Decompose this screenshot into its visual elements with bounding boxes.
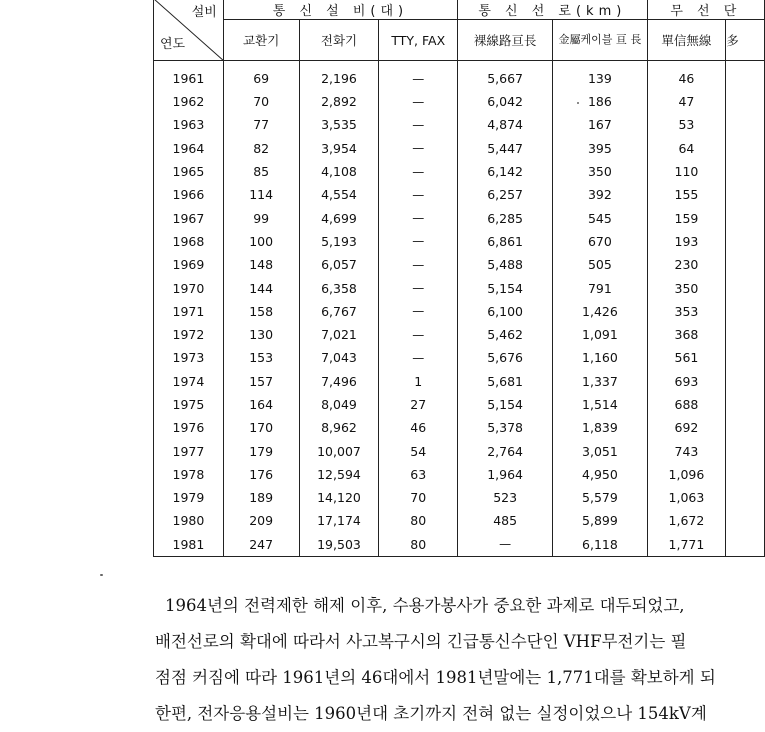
- cell-simplex-radio: 230: [647, 253, 726, 276]
- cell-multiplex: [726, 439, 765, 462]
- table-row: [154, 61, 765, 91]
- cell-simplex-radio: 350: [647, 276, 726, 299]
- cell-telephone: 4,699: [299, 206, 379, 229]
- cell-switchboard: 209: [223, 509, 299, 532]
- cell-switchboard: 85: [223, 160, 299, 183]
- cell-tty-fax: 70: [379, 486, 458, 509]
- cell-metal-cable-length: 5,579: [553, 486, 647, 509]
- table-body: [154, 61, 765, 557]
- cell-simplex-radio: 46: [647, 61, 726, 91]
- table-row: [154, 323, 765, 346]
- cell-bare-line-length: 6,042: [458, 90, 553, 113]
- cell-year: 1974: [154, 370, 224, 393]
- cell-multiplex: [726, 61, 765, 91]
- cell-simplex-radio: 368: [647, 323, 726, 346]
- cell-year: 1973: [154, 346, 224, 369]
- table-row: [154, 183, 765, 206]
- cell-switchboard: 176: [223, 463, 299, 486]
- table-row: [154, 160, 765, 183]
- cell-tty-fax: 27: [379, 393, 458, 416]
- cell-switchboard: 157: [223, 370, 299, 393]
- scan-speck: [100, 574, 103, 576]
- cell-year: 1972: [154, 323, 224, 346]
- cell-switchboard: 70: [223, 90, 299, 113]
- cell-bare-line-length: 5,488: [458, 253, 553, 276]
- statistics-table-container: [153, 0, 765, 557]
- cell-multiplex: [726, 323, 765, 346]
- cell-simplex-radio: 193: [647, 230, 726, 253]
- column-header-multiplex: 多: [726, 20, 765, 61]
- paragraph-line: 점점 커짐에 따라 1961년의 46대에서 1981년말에는 1,771대를 확보하게 되: [155, 668, 716, 687]
- cell-metal-cable-length: 670: [553, 230, 647, 253]
- paragraph-line: 1964년의 전력제한 해제 이후, 수용가봉사가 중요한 과제로 대두되었고,: [165, 596, 685, 615]
- cell-multiplex: [726, 533, 765, 557]
- cell-multiplex: [726, 370, 765, 393]
- cell-multiplex: [726, 393, 765, 416]
- cell-metal-cable-length: 167: [553, 113, 647, 136]
- cell-switchboard: 164: [223, 393, 299, 416]
- column-header-metal-cable-length: 金屬케이블 亘 長: [553, 20, 647, 61]
- group-header-radio: 무 선 단: [647, 0, 764, 20]
- table-row: [154, 416, 765, 439]
- table-row: [154, 463, 765, 486]
- cell-metal-cable-length: 791: [553, 276, 647, 299]
- column-header-tty-fax: TTY, FAX: [379, 20, 458, 61]
- cell-simplex-radio: 693: [647, 370, 726, 393]
- cell-bare-line-length: —: [458, 533, 553, 557]
- cell-simplex-radio: 159: [647, 206, 726, 229]
- cell-tty-fax: 80: [379, 533, 458, 557]
- cell-metal-cable-length: 1,337: [553, 370, 647, 393]
- table-row: [154, 300, 765, 323]
- cell-telephone: 3,535: [299, 113, 379, 136]
- cell-tty-fax: —: [379, 160, 458, 183]
- cell-multiplex: [726, 90, 765, 113]
- cell-multiplex: [726, 137, 765, 160]
- cell-multiplex: [726, 416, 765, 439]
- cell-tty-fax: 80: [379, 509, 458, 532]
- cell-telephone: 7,496: [299, 370, 379, 393]
- table-row: [154, 137, 765, 160]
- cell-tty-fax: —: [379, 90, 458, 113]
- cell-telephone: 4,554: [299, 183, 379, 206]
- cell-switchboard: 153: [223, 346, 299, 369]
- cell-multiplex: [726, 300, 765, 323]
- cell-multiplex: [726, 463, 765, 486]
- cell-bare-line-length: 5,378: [458, 416, 553, 439]
- cell-telephone: 19,503: [299, 533, 379, 557]
- cell-year: 1967: [154, 206, 224, 229]
- cell-year: 1962: [154, 90, 224, 113]
- column-header-switchboard: 교환기: [223, 20, 299, 61]
- cell-switchboard: 158: [223, 300, 299, 323]
- cell-switchboard: 148: [223, 253, 299, 276]
- cell-simplex-radio: 110: [647, 160, 726, 183]
- cell-multiplex: [726, 346, 765, 369]
- cell-switchboard: 179: [223, 439, 299, 462]
- cell-tty-fax: 1: [379, 370, 458, 393]
- cell-telephone: 6,767: [299, 300, 379, 323]
- cell-metal-cable-length: 392: [553, 183, 647, 206]
- cell-tty-fax: —: [379, 253, 458, 276]
- cell-bare-line-length: 5,154: [458, 276, 553, 299]
- cell-metal-cable-length: 5,899: [553, 509, 647, 532]
- corner-label-year: 연도: [160, 37, 186, 52]
- cell-telephone: 6,057: [299, 253, 379, 276]
- cell-tty-fax: —: [379, 61, 458, 91]
- cell-telephone: 2,892: [299, 90, 379, 113]
- body-paragraph: [155, 588, 765, 732]
- cell-switchboard: 69: [223, 61, 299, 91]
- cell-year: 1969: [154, 253, 224, 276]
- cell-multiplex: [726, 509, 765, 532]
- cell-multiplex: [726, 276, 765, 299]
- cell-metal-cable-length: 3,051: [553, 439, 647, 462]
- cell-switchboard: 144: [223, 276, 299, 299]
- cell-simplex-radio: 1,672: [647, 509, 726, 532]
- telecom-statistics-table: [153, 0, 765, 557]
- cell-year: 1979: [154, 486, 224, 509]
- cell-telephone: 7,043: [299, 346, 379, 369]
- cell-simplex-radio: 743: [647, 439, 726, 462]
- cell-tty-fax: —: [379, 137, 458, 160]
- cell-switchboard: 170: [223, 416, 299, 439]
- scan-speck: [577, 102, 579, 104]
- cell-multiplex: [726, 486, 765, 509]
- cell-metal-cable-length: 1,839: [553, 416, 647, 439]
- group-header-row: [154, 0, 765, 20]
- table-row: [154, 276, 765, 299]
- cell-year: 1981: [154, 533, 224, 557]
- cell-switchboard: 130: [223, 323, 299, 346]
- cell-switchboard: 114: [223, 183, 299, 206]
- cell-bare-line-length: 6,861: [458, 230, 553, 253]
- cell-bare-line-length: 5,667: [458, 61, 553, 91]
- cell-bare-line-length: 5,676: [458, 346, 553, 369]
- cell-metal-cable-length: 6,118: [553, 533, 647, 557]
- cell-tty-fax: —: [379, 230, 458, 253]
- cell-switchboard: 82: [223, 137, 299, 160]
- cell-year: 1968: [154, 230, 224, 253]
- cell-metal-cable-length: 1,514: [553, 393, 647, 416]
- cell-telephone: 7,021: [299, 323, 379, 346]
- paragraph-line: 한편, 전자응용설비는 1960년대 초기까지 전혀 없는 실정이었으나 154kV계: [155, 704, 707, 723]
- cell-simplex-radio: 561: [647, 346, 726, 369]
- cell-tty-fax: —: [379, 276, 458, 299]
- cell-metal-cable-length: 1,091: [553, 323, 647, 346]
- cell-simplex-radio: 353: [647, 300, 726, 323]
- cell-bare-line-length: 5,154: [458, 393, 553, 416]
- cell-bare-line-length: 6,257: [458, 183, 553, 206]
- cell-telephone: 12,594: [299, 463, 379, 486]
- table-row: [154, 230, 765, 253]
- table-row: [154, 113, 765, 136]
- cell-switchboard: 77: [223, 113, 299, 136]
- cell-year: 1976: [154, 416, 224, 439]
- corner-header-cell: [154, 0, 224, 61]
- cell-telephone: 3,954: [299, 137, 379, 160]
- cell-metal-cable-length: 186: [553, 90, 647, 113]
- table-row: [154, 90, 765, 113]
- cell-simplex-radio: 155: [647, 183, 726, 206]
- cell-bare-line-length: 523: [458, 486, 553, 509]
- cell-year: 1980: [154, 509, 224, 532]
- cell-metal-cable-length: 1,160: [553, 346, 647, 369]
- group-header-lines: 통 신 선 로(km): [458, 0, 648, 20]
- cell-year: 1975: [154, 393, 224, 416]
- cell-year: 1961: [154, 61, 224, 91]
- cell-bare-line-length: 6,100: [458, 300, 553, 323]
- cell-multiplex: [726, 253, 765, 276]
- table-row: [154, 346, 765, 369]
- cell-year: 1965: [154, 160, 224, 183]
- cell-telephone: 5,193: [299, 230, 379, 253]
- cell-simplex-radio: 53: [647, 113, 726, 136]
- cell-telephone: 6,358: [299, 276, 379, 299]
- cell-telephone: 14,120: [299, 486, 379, 509]
- cell-year: 1964: [154, 137, 224, 160]
- table-row: [154, 206, 765, 229]
- group-header-equipment: 통 신 설 비(대): [223, 0, 457, 20]
- cell-metal-cable-length: 505: [553, 253, 647, 276]
- column-header-row: [154, 20, 765, 61]
- cell-bare-line-length: 6,285: [458, 206, 553, 229]
- cell-year: 1970: [154, 276, 224, 299]
- cell-telephone: 17,174: [299, 509, 379, 532]
- cell-tty-fax: —: [379, 113, 458, 136]
- cell-switchboard: 99: [223, 206, 299, 229]
- cell-tty-fax: 63: [379, 463, 458, 486]
- cell-metal-cable-length: 1,426: [553, 300, 647, 323]
- cell-simplex-radio: 692: [647, 416, 726, 439]
- cell-bare-line-length: 2,764: [458, 439, 553, 462]
- table-row: [154, 509, 765, 532]
- cell-bare-line-length: 6,142: [458, 160, 553, 183]
- cell-bare-line-length: 4,874: [458, 113, 553, 136]
- cell-multiplex: [726, 160, 765, 183]
- table-row: [154, 486, 765, 509]
- cell-switchboard: 247: [223, 533, 299, 557]
- cell-telephone: 4,108: [299, 160, 379, 183]
- cell-simplex-radio: 688: [647, 393, 726, 416]
- cell-telephone: 10,007: [299, 439, 379, 462]
- cell-year: 1966: [154, 183, 224, 206]
- cell-tty-fax: —: [379, 346, 458, 369]
- cell-telephone: 2,196: [299, 61, 379, 91]
- cell-metal-cable-length: 395: [553, 137, 647, 160]
- table-row: [154, 253, 765, 276]
- cell-multiplex: [726, 206, 765, 229]
- corner-label-facility: 설비: [191, 5, 217, 20]
- cell-tty-fax: —: [379, 300, 458, 323]
- column-header-telephone: 전화기: [299, 20, 379, 61]
- cell-bare-line-length: 5,462: [458, 323, 553, 346]
- cell-metal-cable-length: 545: [553, 206, 647, 229]
- cell-tty-fax: 54: [379, 439, 458, 462]
- cell-year: 1977: [154, 439, 224, 462]
- cell-bare-line-length: 5,447: [458, 137, 553, 160]
- cell-simplex-radio: 1,096: [647, 463, 726, 486]
- cell-bare-line-length: 1,964: [458, 463, 553, 486]
- table-row: [154, 439, 765, 462]
- cell-year: 1971: [154, 300, 224, 323]
- cell-telephone: 8,049: [299, 393, 379, 416]
- cell-bare-line-length: 5,681: [458, 370, 553, 393]
- cell-switchboard: 100: [223, 230, 299, 253]
- cell-metal-cable-length: 350: [553, 160, 647, 183]
- cell-simplex-radio: 1,063: [647, 486, 726, 509]
- cell-bare-line-length: 485: [458, 509, 553, 532]
- cell-year: 1963: [154, 113, 224, 136]
- table-row: [154, 370, 765, 393]
- table-row: [154, 533, 765, 557]
- cell-year: 1978: [154, 463, 224, 486]
- cell-simplex-radio: 1,771: [647, 533, 726, 557]
- cell-tty-fax: —: [379, 183, 458, 206]
- table-row: [154, 393, 765, 416]
- cell-multiplex: [726, 113, 765, 136]
- cell-tty-fax: —: [379, 206, 458, 229]
- cell-simplex-radio: 64: [647, 137, 726, 160]
- cell-tty-fax: 46: [379, 416, 458, 439]
- cell-multiplex: [726, 230, 765, 253]
- column-header-bare-line-length: 裸線路亘長: [458, 20, 553, 61]
- cell-metal-cable-length: 139: [553, 61, 647, 91]
- paragraph-line: 배전선로의 확대에 따라서 사고복구시의 긴급통신수단인 VHF무전기는 필: [155, 632, 687, 651]
- cell-telephone: 8,962: [299, 416, 379, 439]
- cell-metal-cable-length: 4,950: [553, 463, 647, 486]
- cell-tty-fax: —: [379, 323, 458, 346]
- column-header-simplex-radio: 單信無線: [647, 20, 726, 61]
- cell-multiplex: [726, 183, 765, 206]
- cell-switchboard: 189: [223, 486, 299, 509]
- cell-simplex-radio: 47: [647, 90, 726, 113]
